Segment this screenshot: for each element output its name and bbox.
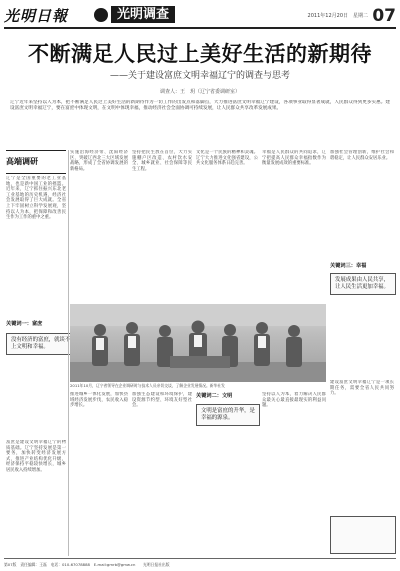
column-three-lower: 加强生态建设和环境保护，建设资源节约型、环境友好型社会。 (132, 392, 192, 409)
keyword-three-heading: 关键词三：幸福 (330, 263, 367, 269)
sidebar-text: 辽宁是全国重要的老工业基地，也是新中国工业的摇篮。近年来，辽宁抓住振兴东北老工业基地的历史机遇，经济社会发展取得了巨大成就。全省上下牢固树立科学发展观，坚持以人为本，把保障和改善民生作为工作的重中之重。 (6, 176, 66, 221)
keyword-one-heading: 关键词一：富庶 (6, 321, 43, 327)
byline: 调查人：王 玥（辽宁省委调研室） (159, 89, 240, 95)
subheadline: ——关于建设富庶文明幸福辽宁的调查与思考 (109, 71, 290, 81)
photo-caption: 2011年10月，辽宁省领导在企业调研时与技术人员亲切交谈，了解企业发展情况。新华社发 (70, 383, 225, 388)
photo-scene (70, 304, 326, 382)
keyword-one-quote: 没有经济的富庶，就谈不上文明和幸福。 (6, 333, 76, 355)
page-number: 07 (372, 6, 396, 26)
keyword-one-text: 富庶是建设文明幸福辽宁的物质基础。辽宁坚持发展是第一要务，加快转变经济发展方式，推进产业结构优化升级，经济保持平稳较快增长，城乡居民收入持续增加。 (6, 440, 66, 473)
column-six-text: 加强社会管理创新，维护社会和谐稳定，让人民群众安居乐业。 (330, 150, 394, 161)
lead-paragraph: 辽宁近年来坚持以人为本，把不断满足人民过上美好生活的新期待作为一切工作的出发点和落脚点，大力推进富庶文明幸福辽宁建设，各项事业取得显著成就，人民群众得到更多实惠。建设富庶文明幸福辽宁，要在富庶中体现文明，在文明中体现幸福，推动经济社会全面协调可持续发展，让人民群众共享改革发展成果。 (10, 100, 390, 112)
keyword-two-quote: 文明是富庶的升华，是幸福的源泉。 (196, 404, 260, 426)
column-four-upper: 文化是一个民族的精神和灵魂。辽宁大力推进文化强省建设，公共文化服务体系日趋完善。 (196, 150, 258, 167)
column-two-upper: 实施沿海经济带、沈阳经济区、突破辽西北三大区域发展战略，形成了全省协调发展的新格局。 (70, 150, 128, 172)
column-divider (68, 150, 69, 556)
column-three-upper: 坚持把民生放在首位，大力实施棚户区改造、农村饮水安全、城乡就业、社会保障等民生工程。 (132, 150, 192, 172)
column-five-lower: 坚持以人为本，着力解决人民群众最关心最直接最现实的利益问题。 (262, 392, 326, 409)
page-footer: 第07版 责任编辑：王磊 电话：010-67078888 E-mail:gmrb@gmw.cn 光明日报社出版 (4, 562, 170, 567)
headline: 不断满足人民过上美好生活的新期待 (28, 42, 372, 66)
section-badge (94, 6, 175, 23)
column-six-lower: 建设富庶文明幸福辽宁是一项长期任务，需要全省人民共同努力。 (330, 380, 394, 397)
column-two-lower: 推进城乡一体化发展，加快县域经济发展步伐，农民收入稳步增长。 (70, 392, 128, 409)
keyword-two-heading: 关键词二：文明 (196, 393, 233, 399)
newspaper-logo: 光明日報 (4, 7, 69, 25)
keyword-one-heading-box (6, 320, 66, 327)
column-five-upper: 幸福是人民群众的共同追求，辽宁把提高人民群众幸福指数作为衡量发展成效的重要标准。 (262, 150, 326, 167)
footer-rule (4, 558, 396, 559)
masthead-rule (4, 27, 396, 29)
keyword-three-quote: 发展成果由人民共享，让人民生活更加幸福。 (330, 273, 396, 295)
editorial-note-box (330, 516, 396, 554)
section-mark-icon (94, 8, 108, 22)
news-photo (70, 304, 326, 382)
keyword-three-heading-box (330, 262, 394, 269)
sidebar-header-box (6, 150, 66, 174)
masthead (4, 4, 396, 26)
sidebar-heading: 高端调研 (6, 157, 38, 166)
issue-date: 2011年12月20日 星期二 (307, 13, 368, 19)
section-title: 光明调查 (111, 6, 175, 23)
keyword-two-heading-box (196, 392, 258, 399)
